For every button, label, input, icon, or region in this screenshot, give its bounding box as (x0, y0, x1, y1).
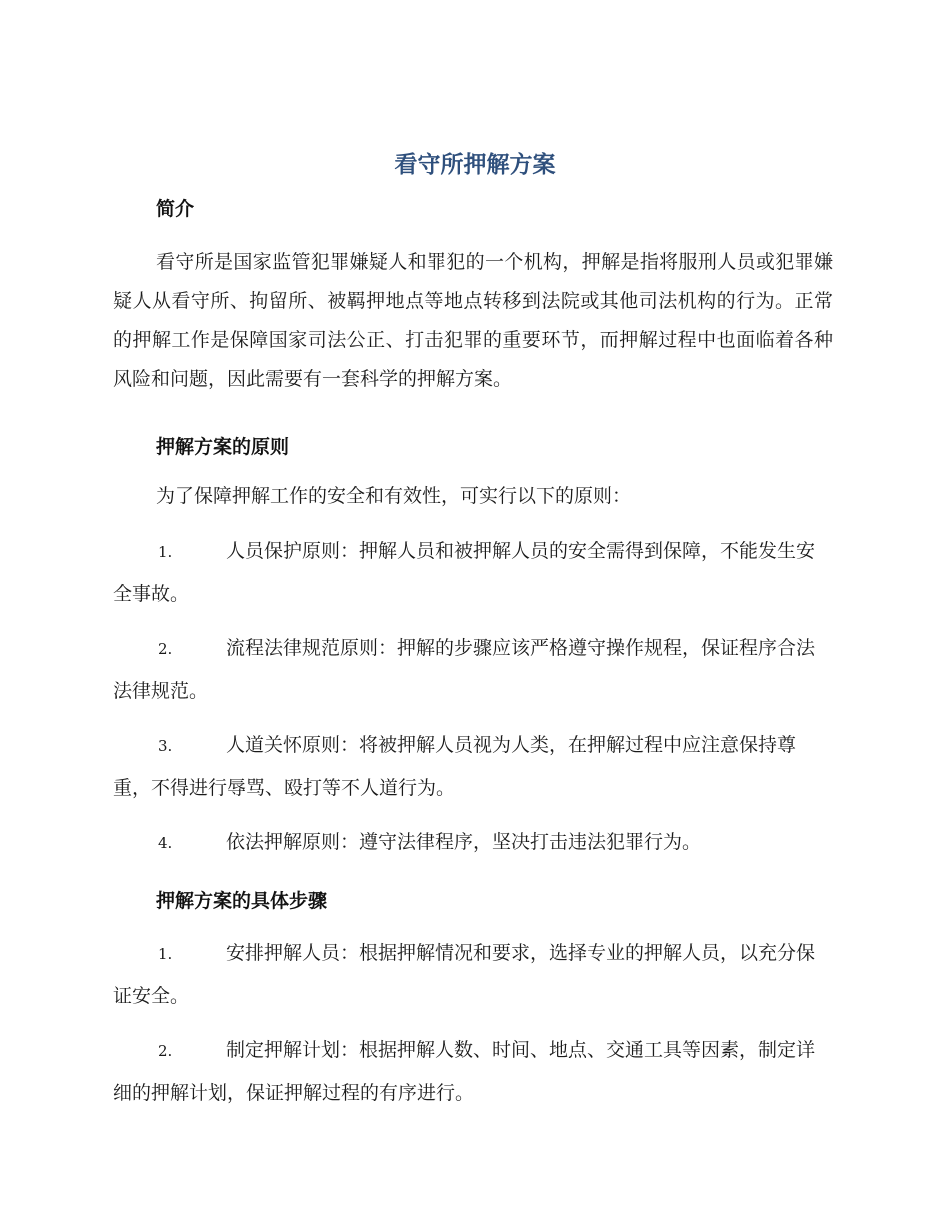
list-item (113, 1029, 833, 1114)
list-item (113, 627, 833, 712)
section-heading-intro: 简介 (156, 198, 195, 220)
principles-lead: 为了保障押解工作的安全和有效性，可实行以下的原则： (156, 485, 632, 507)
list-item-number: 1. (158, 543, 173, 561)
list-item-number: 4. (158, 834, 173, 852)
list-item-text: 依法押解原则：遵守法律程序，坚决打击违法犯罪行为。 (226, 831, 702, 853)
section-heading-steps: 押解方案的具体步骤 (156, 890, 328, 912)
list-item-text: 制定押解计划：根据押解人数、时间、地点、交通工具等因素，制定详细的押解计划，保证押解过程的有序进行。 (113, 1039, 816, 1104)
list-item (113, 821, 833, 864)
page-title: 看守所押解方案 (394, 152, 556, 178)
list-item-number: 1. (158, 945, 173, 963)
list-item-text: 人员保护原则：押解人员和被押解人员的安全需得到保障，不能发生安全事故。 (113, 540, 816, 605)
list-item (113, 932, 833, 1017)
list-item-text: 流程法律规范原则：押解的步骤应该严格遵守操作规程，保证程序合法法律规范。 (113, 637, 816, 702)
section-heading-principles: 押解方案的原则 (156, 436, 290, 458)
list-item-number: 2. (158, 640, 173, 658)
list-item-text: 安排押解人员：根据押解情况和要求，选择专业的押解人员，以充分保证安全。 (113, 942, 816, 1007)
list-item (113, 530, 833, 615)
list-item-text: 人道关怀原则：将被押解人员视为人类，在押解过程中应注意保持尊重，不得进行辱骂、殴打等不人道行为。 (113, 734, 797, 799)
list-item (113, 724, 833, 809)
list-item-number: 3. (158, 737, 173, 755)
list-item-number: 2. (158, 1042, 173, 1060)
intro-paragraph: 看守所是国家监管犯罪嫌疑人和罪犯的一个机构，押解是指将服刑人员或犯罪嫌疑人从看守所、拘留所、被羁押地点等地点转移到法院或其他司法机构的行为。正常的押解工作是保障国家司法公正、打击犯罪的重要环节，而押解过程中也面临着各种风险和问题，因此需要有一套科学的押解方案。 (113, 251, 833, 390)
